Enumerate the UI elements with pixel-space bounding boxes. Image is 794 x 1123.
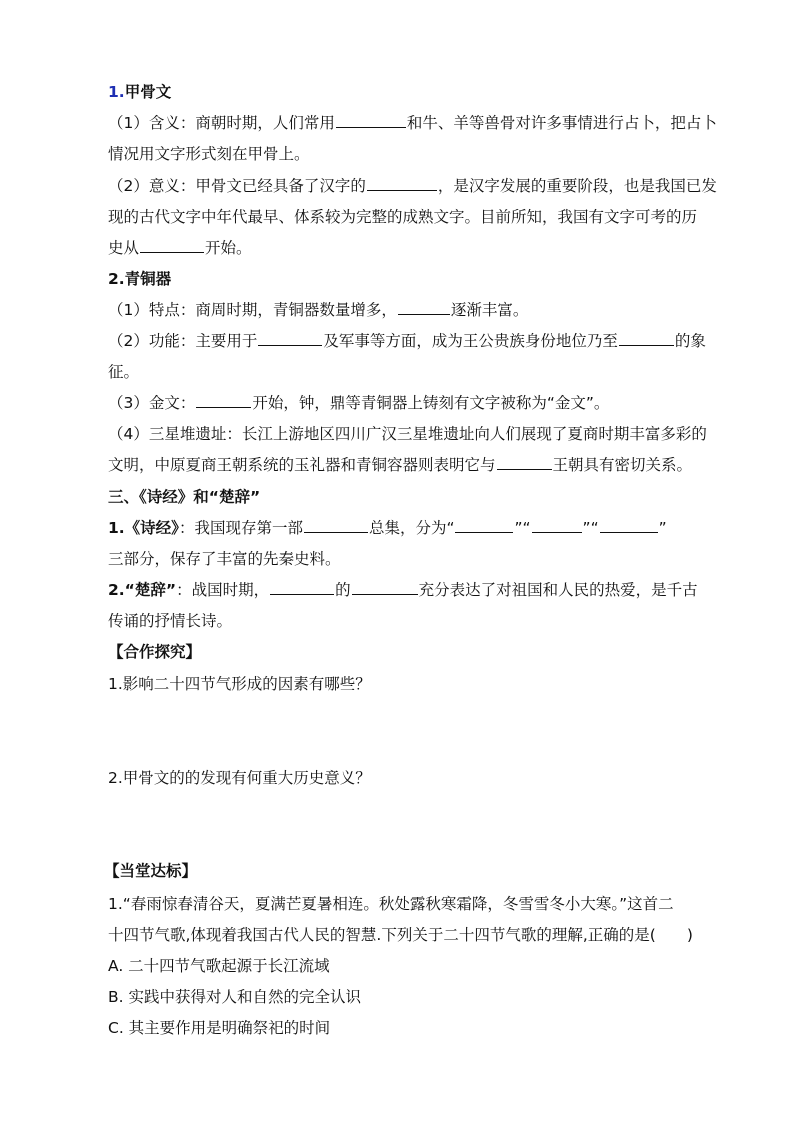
text: 传诵的抒情长诗。 bbox=[108, 612, 233, 630]
text: （1）含义：商朝时期，人们常用 bbox=[108, 114, 335, 132]
text-line bbox=[108, 548, 341, 570]
section-title: 甲骨文 bbox=[124, 83, 172, 101]
text-line bbox=[108, 143, 310, 165]
question-text: 1.影响二十四节气形成的因素有哪些？ bbox=[108, 675, 371, 693]
text: ：战国时期， bbox=[176, 581, 270, 599]
text: 逐渐丰富。 bbox=[450, 301, 529, 319]
text: 文明，中原夏商王朝系统的玉礼器和青铜容器则表明它与 bbox=[108, 456, 496, 474]
text-line bbox=[108, 361, 139, 383]
section-title: 2.青铜器 bbox=[108, 270, 172, 288]
fill-blank[interactable] bbox=[367, 175, 437, 191]
text: 及军事等方面，成为王公贵族身份地位乃至 bbox=[323, 332, 618, 350]
text-line bbox=[108, 330, 706, 352]
fill-blank[interactable] bbox=[352, 579, 418, 595]
section-heading-bronze bbox=[108, 268, 171, 290]
text-line bbox=[108, 206, 697, 228]
exercise-question-1 bbox=[108, 893, 674, 915]
fill-blank[interactable] bbox=[270, 579, 334, 595]
text-line bbox=[108, 112, 717, 134]
fill-blank[interactable] bbox=[140, 237, 204, 253]
fill-blank[interactable] bbox=[600, 517, 658, 533]
fill-blank[interactable] bbox=[336, 112, 406, 128]
text: 现的古代文字中年代最早、体系较为完整的成熟文字。目前所知，我国有文字可考的历 bbox=[108, 208, 698, 226]
section-number: 1. bbox=[108, 83, 125, 101]
fill-blank[interactable] bbox=[455, 517, 513, 533]
text: ，是汉字发展的重要阶段，也是我国已发 bbox=[437, 177, 717, 195]
text: ：我国现存第一部 bbox=[178, 519, 303, 537]
text: 史从 bbox=[108, 239, 140, 257]
option-a[interactable] bbox=[108, 955, 330, 977]
section-heading-oracle-bones bbox=[108, 81, 171, 103]
fill-blank[interactable] bbox=[258, 330, 322, 346]
text-line bbox=[108, 237, 252, 259]
question-text: 十四节气歌,体现着我国古代人民的智慧.下列关于二十四节气歌的理解,正确的是( ) bbox=[108, 926, 693, 944]
term: 1.《诗经》 bbox=[108, 519, 179, 537]
text: 的象 bbox=[674, 332, 706, 350]
fill-blank[interactable] bbox=[619, 330, 674, 346]
option-c[interactable] bbox=[108, 1017, 330, 1039]
section-heading-poetry bbox=[108, 486, 260, 508]
text: 开始。 bbox=[205, 239, 252, 257]
answer-area[interactable] bbox=[108, 795, 688, 850]
fill-blank[interactable] bbox=[304, 517, 368, 533]
text: （1）特点：商周时期，青铜器数量增多， bbox=[108, 301, 397, 319]
option-text: C. 其主要作用是明确祭祀的时间 bbox=[108, 1019, 331, 1037]
text: 和牛、羊等兽骨对许多事情进行占卜，把占卜 bbox=[406, 114, 717, 132]
text-line bbox=[108, 454, 692, 476]
fill-blank[interactable] bbox=[532, 517, 582, 533]
question-text: 2.甲骨文的的发现有何重大历史意义？ bbox=[108, 769, 371, 787]
text: ” bbox=[658, 519, 667, 537]
cooperative-inquiry-heading bbox=[108, 641, 201, 663]
option-text: B. 实践中获得对人和自然的完全认识 bbox=[108, 988, 361, 1006]
text: 王朝具有密切关系。 bbox=[552, 456, 693, 474]
text: ”“ bbox=[514, 519, 531, 537]
text: （2）意义：甲骨文已经具备了汉字的 bbox=[108, 177, 366, 195]
text: （4）三星堆遗址：长江上游地区四川广汉三星堆遗址向人们展现了夏商时期丰富多彩的 bbox=[108, 425, 707, 443]
fill-blank[interactable] bbox=[398, 299, 450, 315]
term: 2.“楚辞” bbox=[108, 581, 177, 599]
question-text: 1.“春雨惊春清谷天，夏满芒夏暑相连。秋处露秋寒霜降，冬雪雪冬小大寒。”这首二 bbox=[108, 895, 674, 913]
text: 情况用文字形式刻在甲骨上。 bbox=[108, 145, 310, 163]
text: 征。 bbox=[108, 363, 140, 381]
fill-blank[interactable] bbox=[196, 392, 251, 408]
text-line bbox=[108, 517, 667, 539]
question-1 bbox=[108, 673, 371, 695]
section-title: 【当堂达标】 bbox=[104, 862, 198, 880]
text-line bbox=[108, 423, 707, 445]
text: （3）金文： bbox=[108, 394, 196, 412]
option-text: A. 二十四节气歌起源于长江流域 bbox=[108, 957, 330, 975]
text: 总集，分为“ bbox=[368, 519, 455, 537]
section-title: 【合作探究】 bbox=[108, 643, 202, 661]
text-line bbox=[108, 579, 698, 601]
question-2 bbox=[108, 767, 371, 789]
text: 三部分，保存了丰富的先秦史料。 bbox=[108, 550, 341, 568]
text: （2）功能：主要用于 bbox=[108, 332, 258, 350]
text: ”“ bbox=[582, 519, 599, 537]
option-b[interactable] bbox=[108, 986, 361, 1008]
text: 的 bbox=[335, 581, 351, 599]
text-line bbox=[108, 610, 232, 632]
exercise-question-1-cont bbox=[108, 924, 693, 946]
text-line bbox=[108, 299, 528, 321]
in-class-exercise-heading bbox=[104, 860, 197, 882]
answer-area[interactable] bbox=[108, 700, 688, 760]
text-line bbox=[108, 175, 717, 197]
text-line bbox=[108, 392, 609, 414]
section-title: 三、《诗经》和“楚辞” bbox=[108, 488, 261, 506]
fill-blank[interactable] bbox=[497, 454, 552, 470]
text: 开始，钟，鼎等青铜器上铸刻有文字被称为“金文”。 bbox=[252, 394, 610, 412]
text: 充分表达了对祖国和人民的热爱，是千古 bbox=[418, 581, 698, 599]
